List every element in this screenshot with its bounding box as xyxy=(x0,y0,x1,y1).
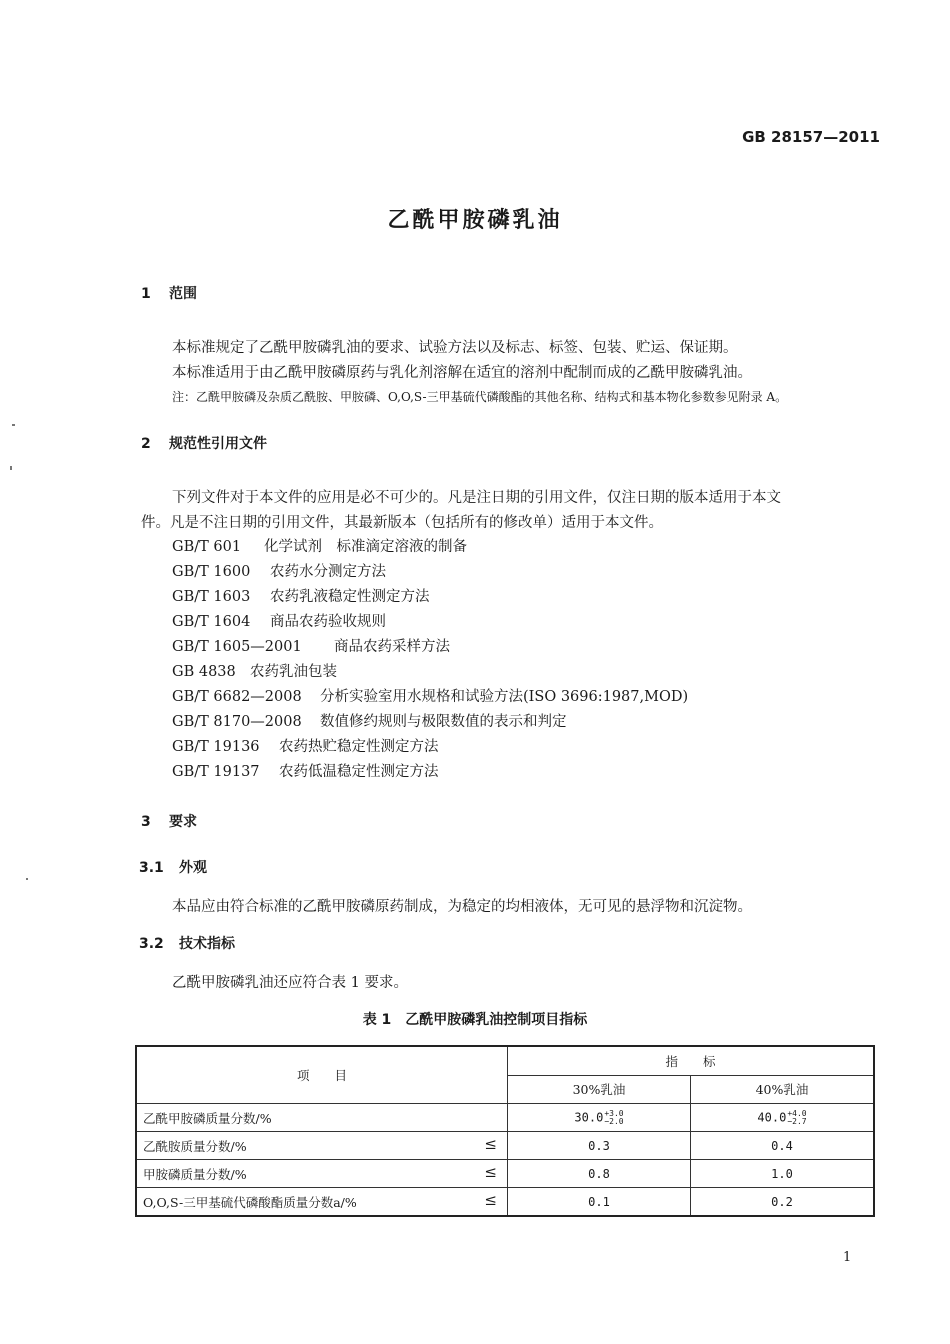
section-3-2-heading xyxy=(139,933,235,953)
reference-title: 农药低温稳定性测定方法 xyxy=(279,764,439,780)
row-value-40 xyxy=(691,1104,875,1132)
normative-intro-line-2: 件。凡是不注日期的引用文件，其最新版本（包括所有的修改单）适用于本文件。 xyxy=(141,515,663,531)
reference-item xyxy=(172,710,567,731)
reference-code: GB/T 1600 xyxy=(172,564,251,580)
row-item xyxy=(136,1104,508,1132)
reference-item xyxy=(172,685,688,706)
standard-code: GB 28157—2011 xyxy=(742,128,880,146)
row-item-label: 乙酰胺质量分数/% xyxy=(143,1138,247,1154)
section-3-heading xyxy=(141,811,197,831)
section-3-2-title: 技术指标 xyxy=(179,936,235,952)
row-value-40: 0.2 xyxy=(691,1188,875,1217)
section-2-heading xyxy=(141,433,267,453)
section-1-title: 范围 xyxy=(169,286,197,302)
spec-table xyxy=(135,1045,875,1217)
section-2-number: 2 xyxy=(141,436,151,452)
technical-text: 乙酰甲胺磷乳油还应符合表 1 要求。 xyxy=(172,975,408,991)
reference-item xyxy=(172,635,450,656)
reference-item xyxy=(172,585,430,606)
header-index: 指 标 xyxy=(508,1046,875,1075)
value-tolerance xyxy=(787,1110,806,1126)
scope-paragraph-1: 本标准规定了乙酰甲胺磷乳油的要求、试验方法以及标志、标签、包装、贮运、保证期。 xyxy=(172,340,738,356)
tolerance-lower: −2.0 xyxy=(604,1116,624,1126)
reference-code: GB/T 601 xyxy=(172,539,242,555)
reference-code: GB/T 1603 xyxy=(172,589,251,605)
reference-item xyxy=(172,560,386,581)
scope-paragraph-2: 本标准适用于由乙酰甲胺磷原药与乳化剂溶解在适宜的溶剂中配制而成的乙酰甲胺磷乳油。 xyxy=(172,365,752,381)
normative-intro-line-1: 下列文件对于本文件的应用是必不可少的。凡是注日期的引用文件，仅注日期的版本适用于本文 xyxy=(172,490,781,506)
header-col-30: 30%乳油 xyxy=(508,1075,691,1104)
document-title: 乙酰甲胺磷乳油 xyxy=(387,208,563,233)
value-main: 30.0 xyxy=(574,1110,604,1124)
reference-title: 农药乳液稳定性测定方法 xyxy=(270,589,430,605)
row-item xyxy=(136,1160,508,1188)
row-value-40: 1.0 xyxy=(691,1160,875,1188)
scan-speck xyxy=(26,878,28,880)
table-header-row xyxy=(136,1046,874,1075)
section-1-heading xyxy=(141,283,197,303)
reference-code: GB/T 19137 xyxy=(172,764,260,780)
reference-item xyxy=(172,660,337,681)
reference-title: 数值修约规则与极限数值的表示和判定 xyxy=(320,714,567,730)
reference-title: 商品农药采样方法 xyxy=(334,639,450,655)
reference-code: GB/T 6682—2008 xyxy=(172,689,302,705)
reference-code: GB/T 19136 xyxy=(172,739,260,755)
appearance-text: 本品应由符合标准的乙酰甲胺磷原药制成，为稳定的均相液体，无可见的悬浮物和沉淀物。 xyxy=(172,899,752,915)
reference-title: 分析实验室用水规格和试验方法(ISO 3696:1987,MOD) xyxy=(320,689,689,705)
section-3-number: 3 xyxy=(141,814,151,830)
row-item xyxy=(136,1132,508,1160)
less-equal-symbol: ≤ xyxy=(484,1191,497,1209)
reference-item xyxy=(172,735,439,756)
table-row xyxy=(136,1160,874,1188)
section-3-1-heading xyxy=(139,857,207,877)
reference-code: GB/T 8170—2008 xyxy=(172,714,302,730)
section-2-title: 规范性引用文件 xyxy=(169,436,267,452)
table-row xyxy=(136,1104,874,1132)
reference-code: GB 4838 xyxy=(172,664,236,680)
reference-title: 农药热贮稳定性测定方法 xyxy=(279,739,439,755)
row-value-30: 0.3 xyxy=(508,1132,691,1160)
reference-item xyxy=(172,610,386,631)
less-equal-symbol: ≤ xyxy=(484,1135,497,1153)
header-item: 项 目 xyxy=(136,1046,508,1104)
reference-title: 化学试剂 标准滴定溶液的制备 xyxy=(264,539,467,555)
row-item xyxy=(136,1188,508,1217)
reference-code: GB/T 1604 xyxy=(172,614,251,630)
less-equal-symbol: ≤ xyxy=(484,1163,497,1181)
scan-speck xyxy=(12,424,15,426)
scan-speck xyxy=(10,466,12,470)
tolerance-lower: −2.7 xyxy=(787,1116,807,1126)
section-1-number: 1 xyxy=(141,286,151,302)
section-3-title: 要求 xyxy=(169,814,197,830)
reference-item xyxy=(172,760,439,781)
row-value-30: 0.8 xyxy=(508,1160,691,1188)
table-row xyxy=(136,1132,874,1160)
value-main: 40.0 xyxy=(757,1110,787,1124)
row-value-40: 0.4 xyxy=(691,1132,875,1160)
scope-note: 注：乙酰甲胺磷及杂质乙酰胺、甲胺磷、O,O,S-三甲基硫代磷酸酯的其他名称、结构式和基本物化参数参见附录 A。 xyxy=(172,390,788,404)
row-item-label: O,O,S-三甲基硫代磷酸酯质量分数a/% xyxy=(143,1194,357,1210)
table-caption: 表 1 乙酰甲胺磷乳油控制项目指标 xyxy=(362,1012,588,1028)
table-row xyxy=(136,1188,874,1217)
tolerance-upper: +4.0 xyxy=(787,1108,807,1118)
section-3-1-title: 外观 xyxy=(179,860,207,876)
row-value-30 xyxy=(508,1104,691,1132)
reference-title: 商品农药验收规则 xyxy=(270,614,386,630)
page-number: 1 xyxy=(843,1250,852,1265)
reference-code: GB/T 1605—2001 xyxy=(172,639,302,655)
section-3-1-number: 3.1 xyxy=(139,860,164,876)
row-item-label: 乙酰甲胺磷质量分数/% xyxy=(143,1110,272,1126)
reference-title: 农药乳油包装 xyxy=(250,664,337,680)
row-value-30: 0.1 xyxy=(508,1188,691,1217)
header-col-40: 40%乳油 xyxy=(691,1075,875,1104)
row-item-label: 甲胺磷质量分数/% xyxy=(143,1166,247,1182)
reference-title: 农药水分测定方法 xyxy=(270,564,386,580)
reference-item xyxy=(172,535,467,556)
value-tolerance xyxy=(604,1110,623,1126)
section-3-2-number: 3.2 xyxy=(139,936,164,952)
tolerance-upper: +3.0 xyxy=(604,1108,624,1118)
